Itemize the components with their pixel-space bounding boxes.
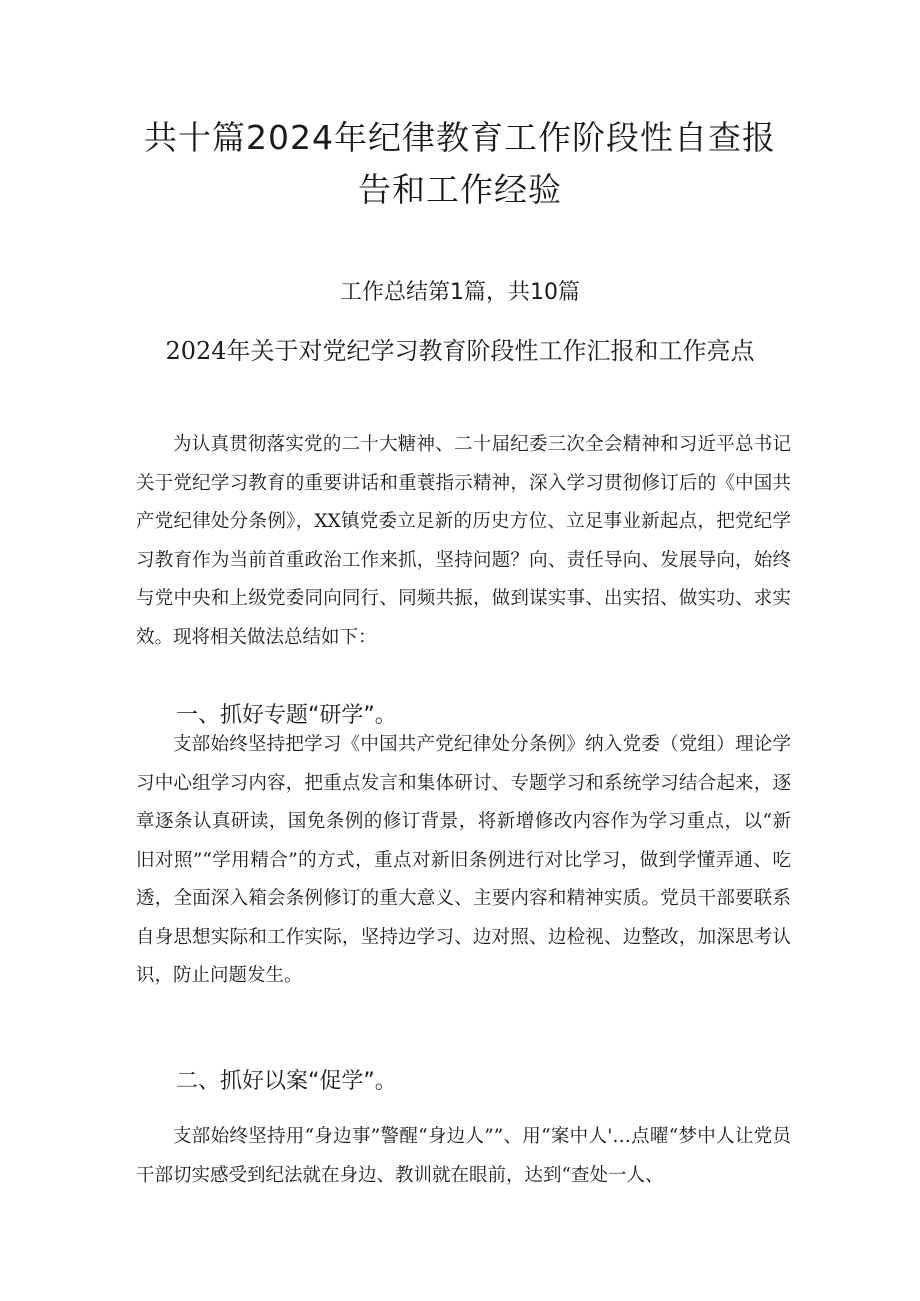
section-heading: 一、抓好专题“研学”。: [176, 703, 397, 728]
body-paragraph: 支部始终坚持把学习《中国共产党纪律处分条例》纳入党委（党组）理论学习中心组学习内容，把重点发言和集体研讨、专题学习和系统学习结合起来，逐章逐条认真研读，国免条例的修订背景，将新增修改内容作为学习重点，以“新旧对照”“学用精合”的方式，重点对新旧条例进行对比学习，做到学懂弄通、吃透，全面深入箱会条例修订的重大意义、主要内容和精神实质。党员干部要联系自身思想实际和工作实际，坚持边学习、边对照、边检视、边整改，加深思考认识，防止问题发生。: [136, 734, 791, 986]
body-paragraph: 支部始终坚持用“身边事”警醒“身边人””、用“案中人'…点曜“梦中人让党员干部切实感受到纪法就在身边、教训就在眼前，达到“查处一人、: [136, 1126, 791, 1186]
body-paragraph: 为认真贯彻落实党的二十大糖神、二十届纪委三次全会精神和习近平总书记关于党纪学习教育的重要讲话和重蓑指示精神，深入学习贯彻修订后的《中国共产党纪律处分条例》，XX镇党委立足新的历史方位、立足事业新起点，把党纪学习教育作为当前首重政治工作来抓，坚持问题？向、责任导向、发展导向，始终与党中央和上级党委同向同行、同频共振，做到谋实事、出实招、做实功、求实效。现将相关做法总结如下：: [136, 434, 791, 648]
document-title: 共十篇2024年纪律教育工作阶段性自查报告和工作经验: [144, 118, 776, 209]
article-title: 2024年关于对党纪学习教育阶段性工作汇报和工作亮点: [165, 337, 755, 365]
section-header: 工作总结第1篇，共10篇: [340, 280, 580, 305]
section-heading: 二、抓好以案“促学”。: [176, 1069, 397, 1094]
